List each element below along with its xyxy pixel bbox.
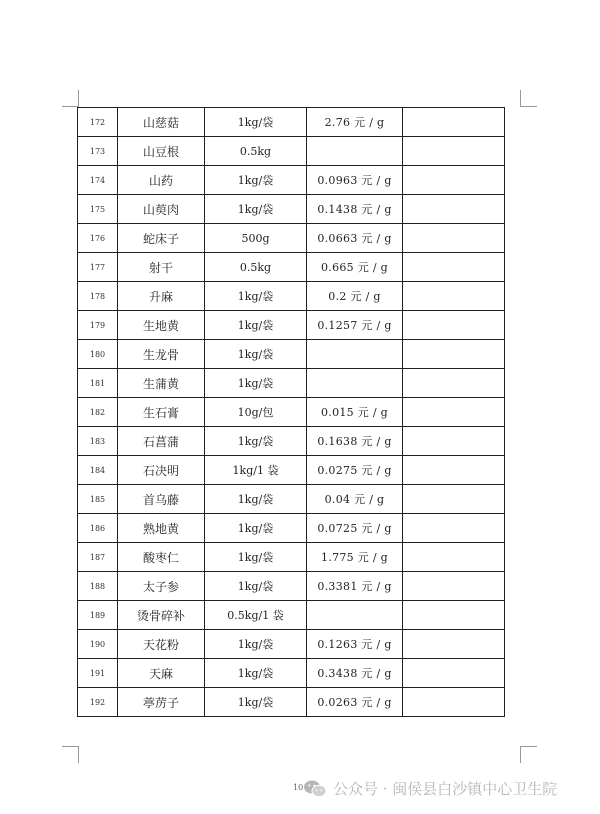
herb-note-cell bbox=[403, 195, 505, 224]
table-row bbox=[78, 427, 505, 456]
table-row bbox=[78, 398, 505, 427]
herb-spec-cell: 10g/包 bbox=[205, 398, 307, 427]
herb-price-cell: 2.76 元 / g bbox=[307, 108, 403, 137]
herb-note-cell bbox=[403, 427, 505, 456]
row-number-cell: 181 bbox=[78, 369, 118, 398]
herb-spec-cell: 1kg/袋 bbox=[205, 514, 307, 543]
herb-spec-cell: 1kg/袋 bbox=[205, 630, 307, 659]
herb-price-cell: 0.0663 元 / g bbox=[307, 224, 403, 253]
herb-note-cell bbox=[403, 601, 505, 630]
herb-name-cell: 蛇床子 bbox=[118, 224, 205, 253]
herb-price-cell bbox=[307, 369, 403, 398]
table-row bbox=[78, 195, 505, 224]
herb-price-cell: 0.0275 元 / g bbox=[307, 456, 403, 485]
herb-note-cell bbox=[403, 659, 505, 688]
herb-spec-cell: 1kg/袋 bbox=[205, 427, 307, 456]
herb-name-cell: 天麻 bbox=[118, 659, 205, 688]
herb-name-cell: 酸枣仁 bbox=[118, 543, 205, 572]
crop-mark-top-right bbox=[520, 90, 537, 107]
crop-mark-bottom-right bbox=[520, 746, 537, 763]
wechat-icon bbox=[303, 779, 327, 799]
herb-spec-cell: 1kg/袋 bbox=[205, 369, 307, 398]
row-number-cell: 177 bbox=[78, 253, 118, 282]
row-number-cell: 184 bbox=[78, 456, 118, 485]
herb-note-cell bbox=[403, 688, 505, 717]
table-row bbox=[78, 485, 505, 514]
table-row bbox=[78, 630, 505, 659]
table-row bbox=[78, 253, 505, 282]
herb-note-cell bbox=[403, 485, 505, 514]
herb-note-cell bbox=[403, 137, 505, 166]
herb-note-cell bbox=[403, 572, 505, 601]
herb-name-cell: 山豆根 bbox=[118, 137, 205, 166]
table-row bbox=[78, 311, 505, 340]
herb-note-cell bbox=[403, 166, 505, 195]
herb-name-cell: 生石膏 bbox=[118, 398, 205, 427]
row-number-cell: 172 bbox=[78, 108, 118, 137]
herb-spec-cell: 500g bbox=[205, 224, 307, 253]
row-number-cell: 175 bbox=[78, 195, 118, 224]
herb-spec-cell: 1kg/袋 bbox=[205, 311, 307, 340]
herb-note-cell bbox=[403, 224, 505, 253]
row-number-cell: 190 bbox=[78, 630, 118, 659]
herb-note-cell bbox=[403, 456, 505, 485]
herb-name-cell: 葶苈子 bbox=[118, 688, 205, 717]
herb-price-cell: 0.015 元 / g bbox=[307, 398, 403, 427]
wechat-watermark bbox=[303, 778, 557, 799]
herb-table-body bbox=[78, 108, 505, 717]
table-row bbox=[78, 688, 505, 717]
herb-note-cell bbox=[403, 108, 505, 137]
row-number-cell: 176 bbox=[78, 224, 118, 253]
herb-price-table bbox=[77, 107, 505, 717]
herb-note-cell bbox=[403, 311, 505, 340]
herb-name-cell: 射干 bbox=[118, 253, 205, 282]
table-row bbox=[78, 659, 505, 688]
row-number-cell: 185 bbox=[78, 485, 118, 514]
herb-spec-cell: 1kg/袋 bbox=[205, 543, 307, 572]
row-number-cell: 173 bbox=[78, 137, 118, 166]
row-number-cell: 191 bbox=[78, 659, 118, 688]
herb-spec-cell: 0.5kg bbox=[205, 253, 307, 282]
table-row bbox=[78, 543, 505, 572]
table-row bbox=[78, 456, 505, 485]
herb-price-cell bbox=[307, 137, 403, 166]
table-row bbox=[78, 282, 505, 311]
herb-note-cell bbox=[403, 630, 505, 659]
herb-spec-cell: 1kg/袋 bbox=[205, 282, 307, 311]
row-number-cell: 183 bbox=[78, 427, 118, 456]
herb-note-cell bbox=[403, 543, 505, 572]
table-row bbox=[78, 224, 505, 253]
herb-note-cell bbox=[403, 253, 505, 282]
row-number-cell: 182 bbox=[78, 398, 118, 427]
herb-name-cell: 天花粉 bbox=[118, 630, 205, 659]
row-number-cell: 178 bbox=[78, 282, 118, 311]
row-number-cell: 174 bbox=[78, 166, 118, 195]
herb-spec-cell: 1kg/袋 bbox=[205, 572, 307, 601]
herb-name-cell: 升麻 bbox=[118, 282, 205, 311]
herb-spec-cell: 1kg/袋 bbox=[205, 166, 307, 195]
table-row bbox=[78, 108, 505, 137]
herb-name-cell: 生地黄 bbox=[118, 311, 205, 340]
herb-spec-cell: 1kg/1 袋 bbox=[205, 456, 307, 485]
herb-name-cell: 烫骨碎补 bbox=[118, 601, 205, 630]
herb-price-cell: 0.0963 元 / g bbox=[307, 166, 403, 195]
herb-note-cell bbox=[403, 340, 505, 369]
row-number-cell: 188 bbox=[78, 572, 118, 601]
table-row bbox=[78, 137, 505, 166]
herb-name-cell: 石菖蒲 bbox=[118, 427, 205, 456]
crop-mark-top-left bbox=[62, 90, 79, 107]
herb-name-cell: 山慈菇 bbox=[118, 108, 205, 137]
herb-spec-cell: 1kg/袋 bbox=[205, 195, 307, 224]
row-number-cell: 186 bbox=[78, 514, 118, 543]
watermark-text: 公众号 · 闽侯县白沙镇中心卫生院 bbox=[333, 780, 558, 798]
herb-spec-cell: 1kg/袋 bbox=[205, 340, 307, 369]
row-number-cell: 187 bbox=[78, 543, 118, 572]
table-row bbox=[78, 340, 505, 369]
herb-name-cell: 首乌藤 bbox=[118, 485, 205, 514]
herb-price-cell: 1.775 元 / g bbox=[307, 543, 403, 572]
table-row bbox=[78, 514, 505, 543]
herb-price-cell: 0.1438 元 / g bbox=[307, 195, 403, 224]
herb-name-cell: 生蒲黄 bbox=[118, 369, 205, 398]
row-number-cell: 189 bbox=[78, 601, 118, 630]
row-number-cell: 179 bbox=[78, 311, 118, 340]
herb-price-cell: 0.1257 元 / g bbox=[307, 311, 403, 340]
table-row bbox=[78, 572, 505, 601]
herb-price-cell: 0.0725 元 / g bbox=[307, 514, 403, 543]
herb-spec-cell: 0.5kg bbox=[205, 137, 307, 166]
herb-spec-cell: 0.5kg/1 袋 bbox=[205, 601, 307, 630]
herb-name-cell: 熟地黄 bbox=[118, 514, 205, 543]
herb-price-cell: 0.3381 元 / g bbox=[307, 572, 403, 601]
herb-price-cell: 0.04 元 / g bbox=[307, 485, 403, 514]
herb-price-cell: 0.2 元 / g bbox=[307, 282, 403, 311]
herb-note-cell bbox=[403, 398, 505, 427]
table-row bbox=[78, 166, 505, 195]
herb-name-cell: 生龙骨 bbox=[118, 340, 205, 369]
herb-price-cell: 0.1263 元 / g bbox=[307, 630, 403, 659]
table-row bbox=[78, 601, 505, 630]
herb-price-cell bbox=[307, 340, 403, 369]
herb-spec-cell: 1kg/袋 bbox=[205, 108, 307, 137]
herb-name-cell: 太子参 bbox=[118, 572, 205, 601]
herb-price-cell bbox=[307, 601, 403, 630]
page-number: 10 bbox=[293, 783, 304, 792]
row-number-cell: 180 bbox=[78, 340, 118, 369]
herb-spec-cell: 1kg/袋 bbox=[205, 688, 307, 717]
herb-price-cell: 0.0263 元 / g bbox=[307, 688, 403, 717]
herb-spec-cell: 1kg/袋 bbox=[205, 485, 307, 514]
herb-spec-cell: 1kg/袋 bbox=[205, 659, 307, 688]
crop-mark-bottom-left bbox=[62, 746, 79, 763]
herb-price-cell: 0.1638 元 / g bbox=[307, 427, 403, 456]
herb-note-cell bbox=[403, 282, 505, 311]
herb-price-cell: 0.3438 元 / g bbox=[307, 659, 403, 688]
herb-price-cell: 0.665 元 / g bbox=[307, 253, 403, 282]
herb-name-cell: 山药 bbox=[118, 166, 205, 195]
herb-name-cell: 山萸肉 bbox=[118, 195, 205, 224]
herb-note-cell bbox=[403, 369, 505, 398]
herb-note-cell bbox=[403, 514, 505, 543]
herb-name-cell: 石决明 bbox=[118, 456, 205, 485]
row-number-cell: 192 bbox=[78, 688, 118, 717]
table-row bbox=[78, 369, 505, 398]
